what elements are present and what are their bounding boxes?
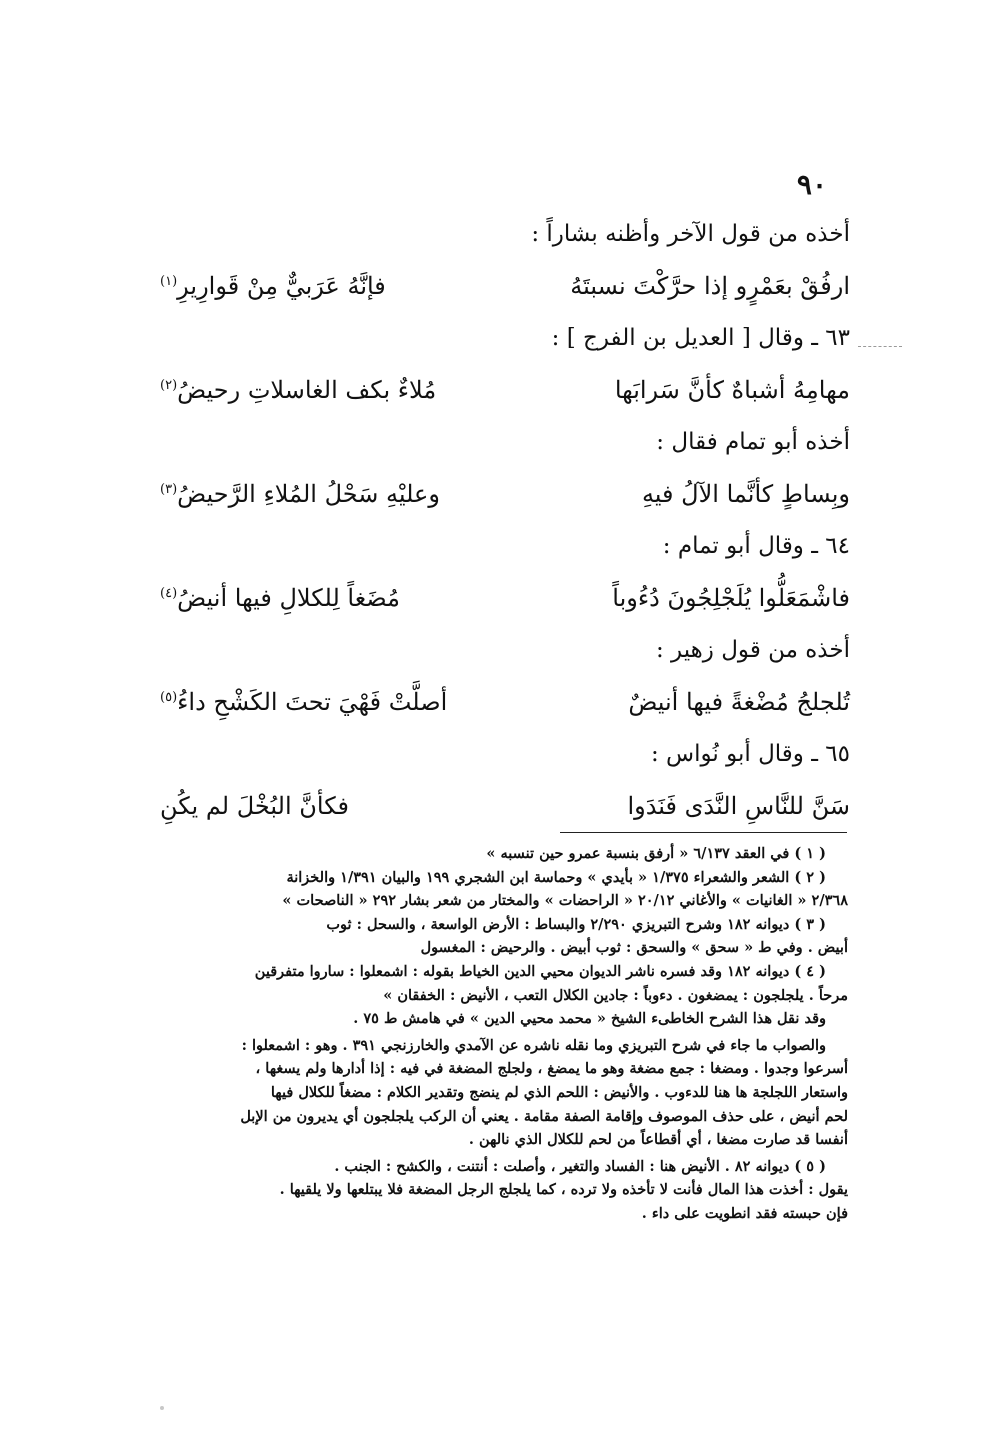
prose-line: ٦٥ ـ وقال أبو نُواس : xyxy=(650,741,850,767)
footnote-separator xyxy=(560,832,847,833)
verse-line xyxy=(160,364,850,416)
verse-line xyxy=(160,572,850,624)
verse-first-hemistich: تُلجلجُ مُضْغةً فيها أنيضٌ xyxy=(628,688,850,716)
prose-line: ٦٣ ـ وقال [ العديل بن الفرج ] : xyxy=(551,325,850,351)
footnote-line: ( ٣ ) ديوانه ١٨٢ وشرح التبريزي ٢/٢٩٠ والبساط : الأرض الواسعة ، والسحل : ثوب xyxy=(326,915,826,933)
footnote-marker: (١) xyxy=(160,274,178,289)
main-text xyxy=(160,208,850,832)
footnote-line: ( ٢ ) الشعر والشعراء ١/٣٧٥ « بأيدي » وحماسة ابن الشجري ١٩٩ والبيان ١/٣٩١ والخزانة xyxy=(286,868,826,886)
verse-second-hemistich xyxy=(160,780,349,832)
verse-second-text: مُضَغاً لِلكلالِ فيها أنيضُ xyxy=(177,584,400,612)
footnote-line: لحم أنيض ، على حذف الموصوف وإقامة الصفة مقامة . يعني أن الركب يلجلجون أي يديرون من الإبل xyxy=(240,1107,848,1125)
prose-line: أخذه من قول زهير : xyxy=(655,637,850,663)
footnote-line: أنفسا قد صارت مضغا ، أي أقطاعاً من لحم للكلال الذي نالهن . xyxy=(468,1131,848,1149)
margin-mark xyxy=(858,346,902,347)
footnote-line: يقول : أخذت هذا المال فأنت لا تأخذه ولا ترده ، كما يلجلج الرجل المضغة فلا يبتلعها ولا يلقيها . xyxy=(279,1181,848,1199)
verse-first-hemistich: سَنَّ للنَّاسِ النَّدَى فَنَدَوا xyxy=(627,792,850,820)
verse-second-text: وعليْهِ سَحْلُ المُلاءِ الرَّحيضُ xyxy=(177,480,440,508)
verse-line xyxy=(160,260,850,312)
footnote-marker: (٤) xyxy=(160,586,178,601)
verse-second-hemistich xyxy=(160,260,386,312)
verse-first-hemistich: ارفُقْ بعَمْرٍو إذا حرَّكْتَ نسبتَهُ xyxy=(570,272,850,300)
verse-second-text: فإنَّهُ عَرَبيٌّ مِنْ قَوارِيرِ xyxy=(177,272,386,300)
footnote-marker: (٢) xyxy=(160,378,178,393)
prose-line: ٦٤ ـ وقال أبو تمام : xyxy=(662,533,850,559)
verse-line xyxy=(160,468,850,520)
verse-first-hemistich: مهامِهُ أشباهٌ كأنَّ سَرابَها xyxy=(614,376,850,404)
footnote-line: فإن حبسته فقد انطويت على داء . xyxy=(641,1204,848,1222)
footnote-marker: (٣) xyxy=(160,482,178,497)
verse-second-hemistich xyxy=(160,676,447,728)
verse-first-hemistich: فاشْمَعَلُّوا يُلَجْلِجُونَ دُءُوباً xyxy=(612,584,850,612)
footnote-marker: (٥) xyxy=(160,690,178,705)
prose-line: أخذه أبو تمام فقال : xyxy=(656,429,850,455)
footnote-line: ( ٤ ) ديوانه ١٨٢ وقد فسره ناشر الديوان محيي الدين الخياط بقوله : اشمعلوا : ساروا متفرقين xyxy=(254,962,826,980)
footnote-line: ٢/٣٦٨ « الغانيات » والأغاني ٢٠/١٢ « الراحضات » والمختار من شعر بشار ٢٩٢ « الناصحات » xyxy=(282,892,848,910)
footnote-line: ( ١ ) في العقد ٦/١٣٧ « أرفق بنسبة عمرو حين تنسبه » xyxy=(486,845,826,862)
footnote-line: ( ٥ ) ديوانه ٨٢ . الأنيض هنا : الفساد والتغير ، وأصلت : أنتنت ، والكشح : الجنب . xyxy=(334,1157,826,1175)
page-number: ٩٠ xyxy=(796,168,827,201)
prose-line: أخذه من قول الآخر وأظنه بشاراً : xyxy=(531,221,850,247)
verse-second-text: فكأنَّ البُخْلَ لم يكُنِ xyxy=(160,792,349,820)
footnote-line: أسرعوا وجدوا . ومضغا : جمع مضغة وهو ما يمضغ ، ولجلج المضغة في فيه : إذا أدارها ولم يسغها ، xyxy=(255,1060,848,1078)
verse-second-text: مُلاءٌ بكف الغاسلاتِ رحيضُ xyxy=(177,376,437,404)
verse-second-hemistich xyxy=(160,364,436,416)
scan-speck xyxy=(160,1406,164,1410)
verse-first-hemistich: وبِساطٍ كأنَّما الآلُ فيهِ xyxy=(641,480,850,508)
verse-second-text: أصلَّتْ فَهْيَ تحتَ الكَشْحِ داءُ xyxy=(177,688,448,716)
footnote-line: أبيض . وفي ط « سحق » والسحق : ثوب أبيض . والرحيض : المغسول xyxy=(420,939,848,957)
verse-second-hemistich xyxy=(160,572,400,624)
footnotes xyxy=(156,842,848,1226)
verse-second-hemistich xyxy=(160,468,440,520)
footnote-line: واستعار اللجلجة ها هنا للدءوب . والأنيض : اللحم الذي لم ينضج وتقدير الكلام : مضغاً للكلال فيها xyxy=(270,1083,848,1101)
verse-line xyxy=(160,780,850,832)
verse-line xyxy=(160,676,850,728)
footnote-line: مرحاً . يلجلجون : يمضغون . دءوباً : جادين الكلال التعب ، الأنيض : الخفقان » xyxy=(383,986,848,1004)
footnote-line: وقد نقل هذا الشرح الخاطىء الشيخ « محمد محيي الدين » في هامش ط ٧٥ . xyxy=(353,1010,826,1028)
footnote-line: والصواب ما جاء في شرح التبريزي وما نقله ناشره عن الآمدي والخارزنجي ٣٩١ . وهو : اشمعلوا : xyxy=(241,1036,826,1054)
